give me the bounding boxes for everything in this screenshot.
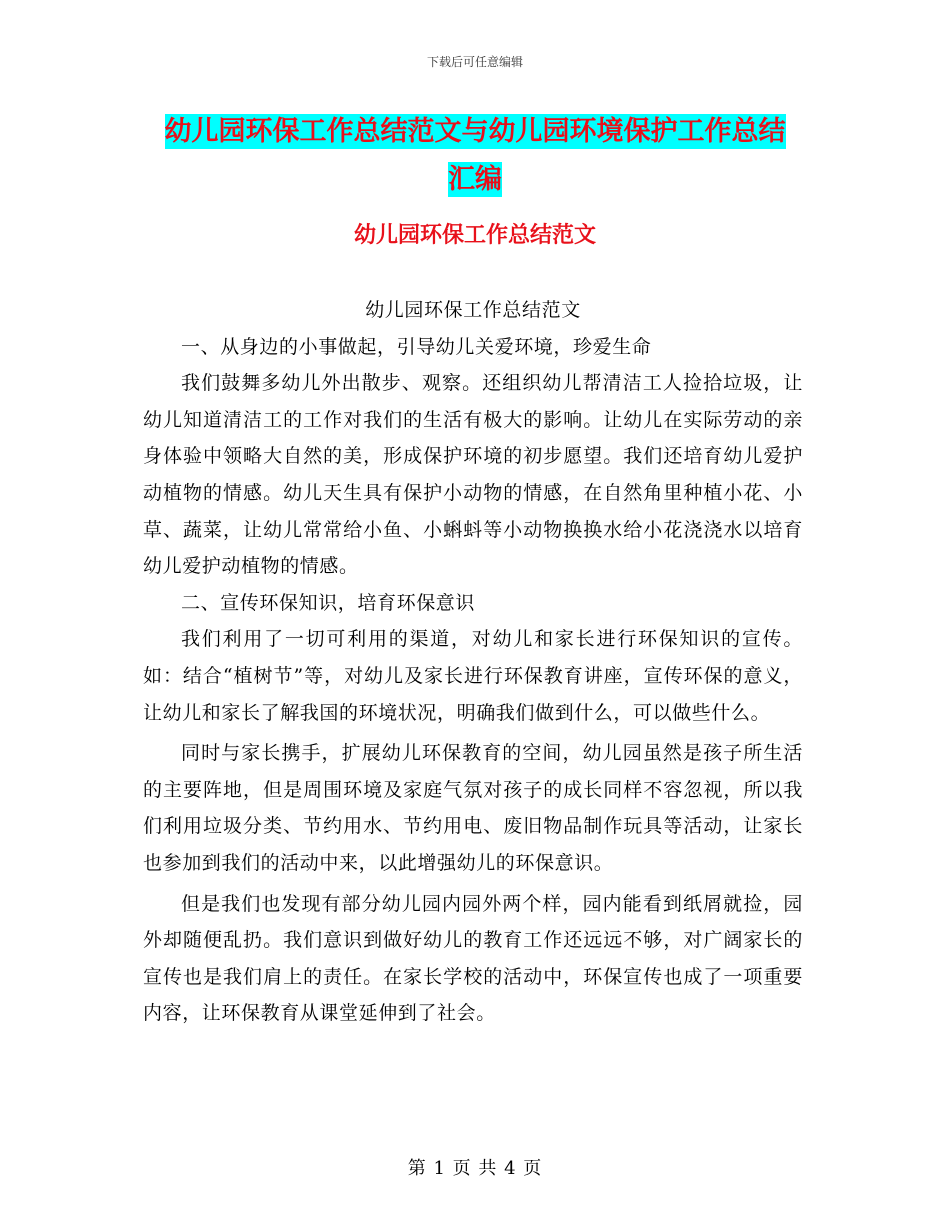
- body-paragraph: 我们鼓舞多幼儿外出散步、观察。还组织幼儿帮清洁工人捡拾垃圾，让幼儿知道清洁工的工作对我们的生活有极大的影响。让幼儿在实际劳动的亲身体验中领略大自然的美，形成保护环境的初步愿望。我们还培育幼儿爱护动植物的情感。幼儿天生具有保护小动物的情感，在自然角里种植小花、小草、蔬菜，让幼儿常常给小鱼、小蝌蚪等小动物换换水给小花浇浇水以培育幼儿爱护动植物的情感。: [143, 372, 803, 578]
- body-paragraph: 但是我们也发现有部分幼儿园内园外两个样，园内能看到纸屑就捡，园外却随便乱扔。我们意识到做好幼儿的教育工作还远远不够，对广阔家长的宣传也是我们肩上的责任。在家长学校的活动中，环保宣传也成了一项重要内容，让环保教育从课堂延伸到了社会。: [143, 892, 803, 1025]
- title-line-1: 幼儿园环保工作总结范文与幼儿园环境保护工作总结: [164, 116, 786, 147]
- subtitle-paragraph: 幼儿园环保工作总结范文: [365, 299, 581, 321]
- header-note: 下载后可任意编辑: [426, 55, 523, 69]
- heading-paragraph-1: 一、从身边的小事做起，引导幼儿关爱环境，珍爱生命: [181, 335, 652, 358]
- document-title: [145, 108, 805, 204]
- section-title: 幼儿园环保工作总结范文: [353, 223, 596, 248]
- document-body: [143, 292, 803, 1032]
- body-paragraph: 我们利用了一切可利用的渠道，对幼儿和家长进行环保知识的宣传。如：结合“植树节”等，对幼儿及家长进行环保教育讲座，宣传环保的意义，让幼儿和家长了解我国的环境状况，明确我们做到什么，可以做些什么。: [143, 628, 803, 724]
- body-paragraph: 同时与家长携手，扩展幼儿环保教育的空间，幼儿园虽然是孩子所生活的主要阵地，但是周围环境及家庭气氛对孩子的成长同样不容忽视，所以我们利用垃圾分类、节约用水、节约用电、废旧物品制作玩具等活动，让家长也参加到我们的活动中来，以此增强幼儿的环保意识。: [143, 742, 803, 874]
- heading-paragraph-2: 二、宣传环保知识，培育环保意识: [181, 591, 476, 614]
- page-number: 第 1 页 共 4 页: [407, 1158, 543, 1179]
- title-line-2: 汇编: [448, 164, 502, 195]
